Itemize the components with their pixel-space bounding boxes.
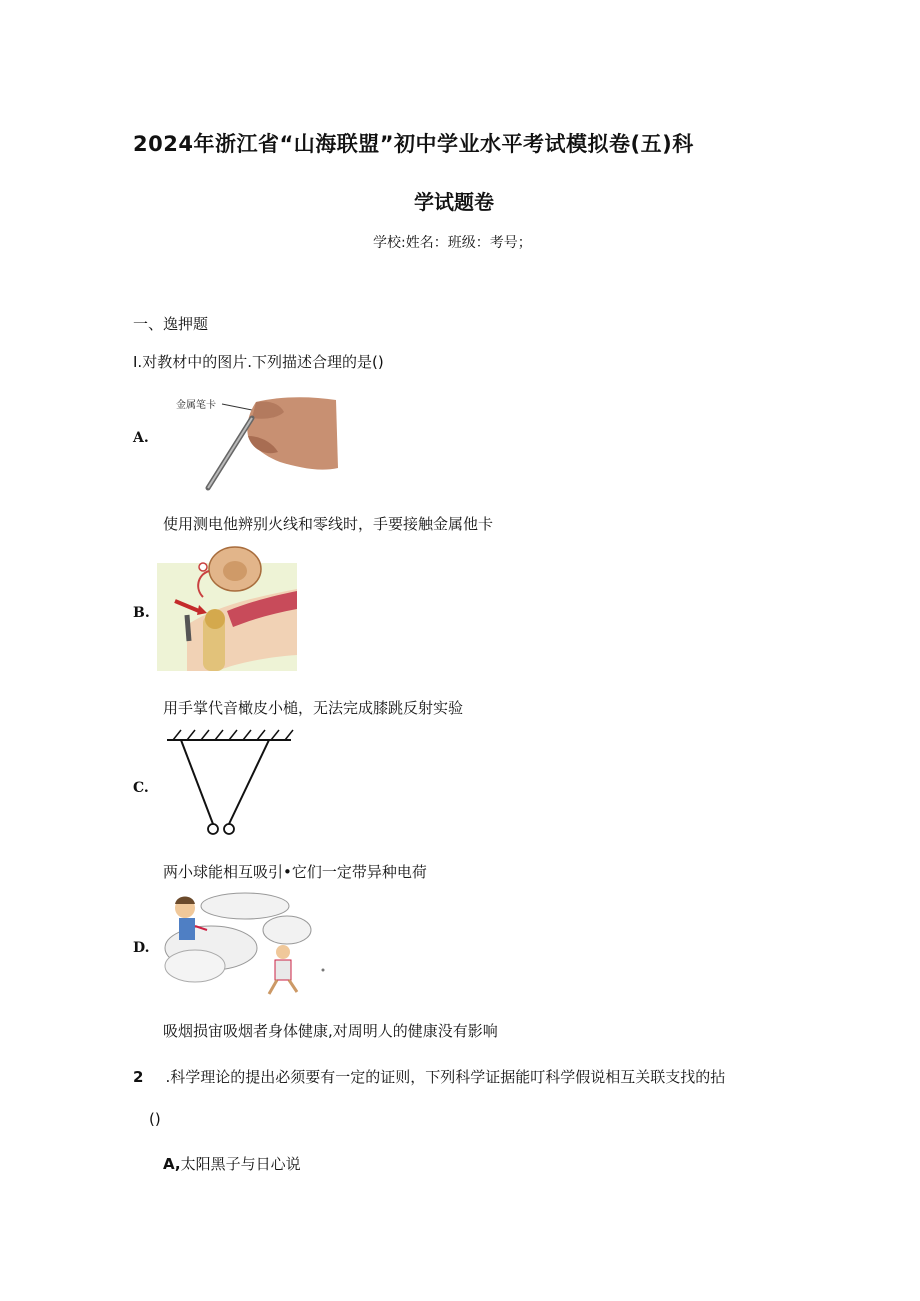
document-title-line2: 学试题卷 [414,190,494,214]
option-d-letter: D. [133,940,150,956]
option-b-caption: 用手掌代音橄皮小槌，无法完成膝跳反射实验 [163,699,464,717]
question-2-text: .科学理论的提出必须要有一定的证则，下列科学证据能叮科学假说相互关联支找的拈 [165,1068,726,1086]
question-2-option-a-text: 太阳黑子与日心说 [180,1155,301,1173]
option-b-letter: B. [133,605,150,621]
test-pen-hand-image [160,392,340,492]
question-2-answer-paren: () [149,1110,161,1128]
question-1-stem: I.对教材中的图片.下列描述合理的是() [133,353,384,371]
question-2-option-a-letter: A, [163,1155,181,1173]
option-c-caption: 两小球能相互吸引•它们一定带异种电荷 [163,863,427,881]
question-2-number: 2 [133,1068,144,1086]
knee-reflex-image [157,545,297,671]
question-2-option-a [163,1153,301,1174]
option-d-caption: 吸烟损宙吸烟者身体健康,对周明人的健康没有影响 [163,1022,498,1040]
smoking-cartoon-image [155,890,327,1000]
document-title-line1: 2024年浙江省“山海联盟”初中学业水平考试模拟卷(五)科 [133,132,694,156]
option-a-letter: A. [133,430,149,446]
suspended-balls-image [163,728,295,840]
option-a-caption: 使用测电他辨别火线和零线时，手要接触金属他卡 [163,515,494,533]
image-label-metal-cap: 金属笔卡 [176,400,216,411]
question-2-stem [133,1066,725,1087]
student-info-line: 学校:姓名：班级：考号； [373,235,532,251]
option-c-letter: C. [133,780,149,796]
section-heading: 一、逸押题 [133,315,209,333]
